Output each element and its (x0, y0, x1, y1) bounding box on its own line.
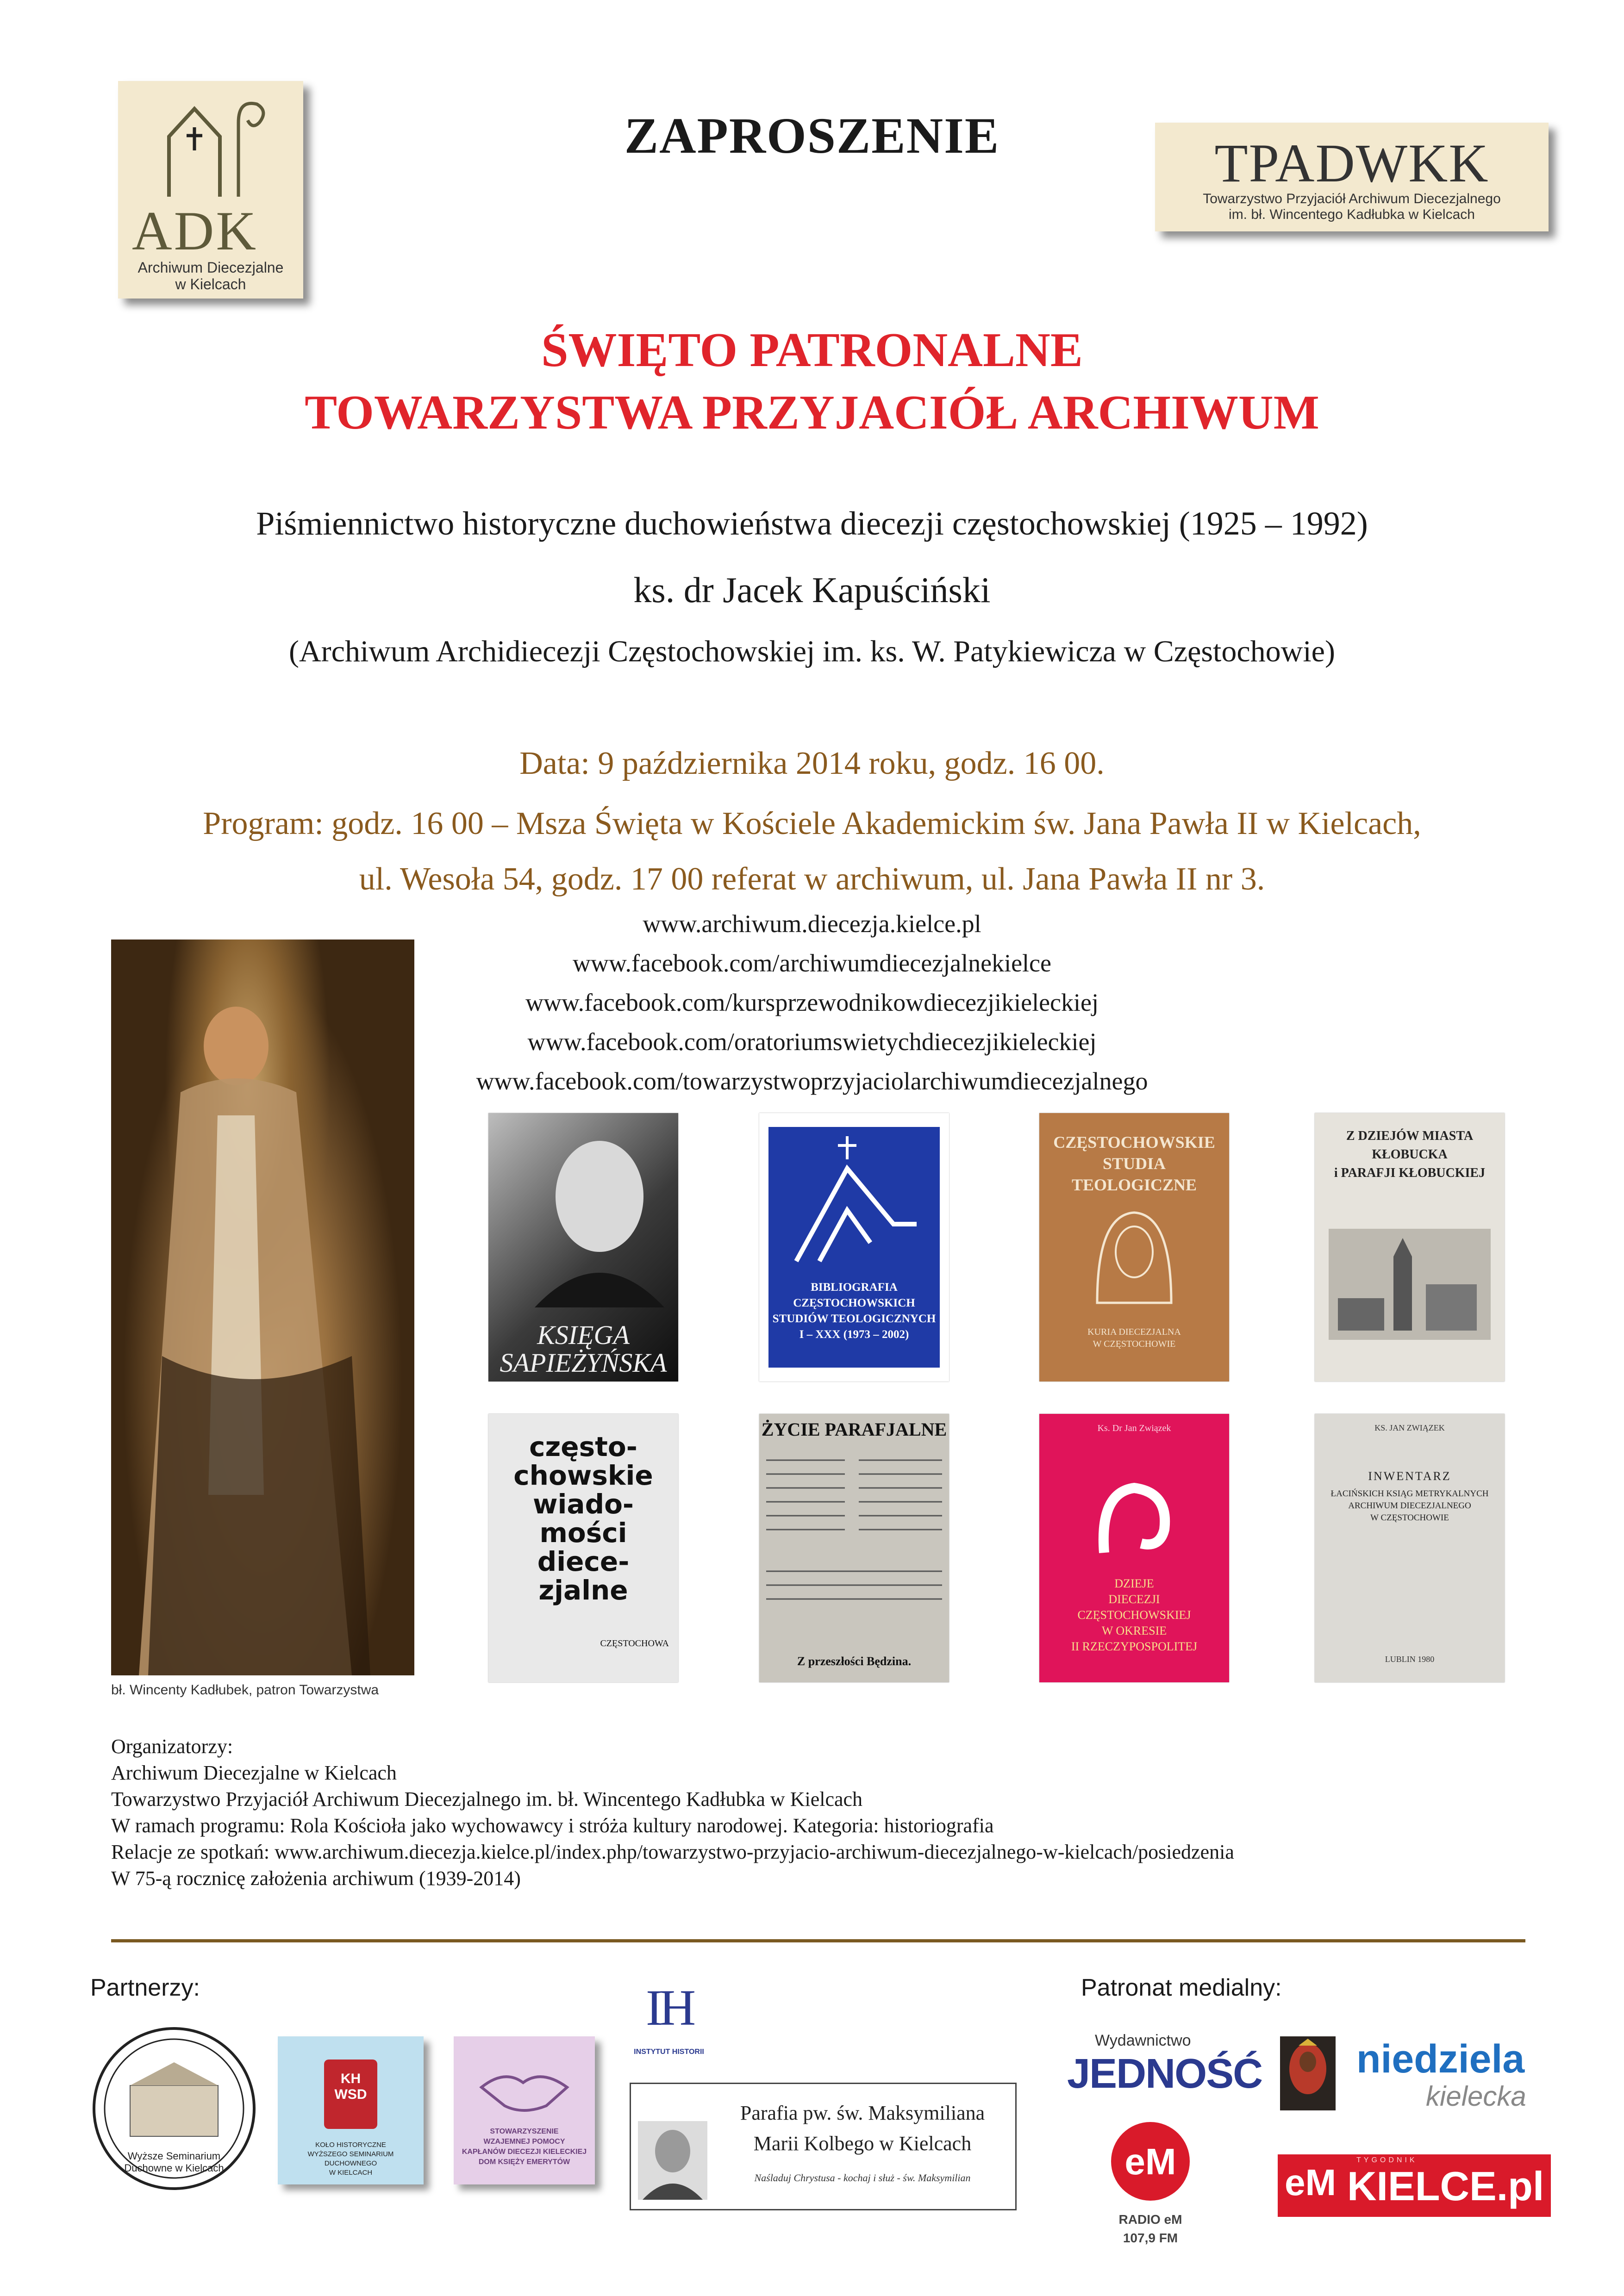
feast-title-line1: ŚWIĘTO PATRONALNE (541, 323, 1083, 377)
event-program-line1: Program: godz. 16 00 – Msza Święta w Kościele Akademickim św. Jana Pawła II w Kielcach, (203, 806, 1421, 841)
saint-maximilian-portrait-icon (638, 2121, 707, 2200)
handshake-icon (477, 2050, 572, 2120)
book-cover-zycie-parafjalne: ŻYCIE PARAFJALNE Z przeszłości Będzina. (759, 1414, 949, 1682)
lecturer-name: ks. dr Jacek Kapuściński (633, 570, 991, 610)
tpadwkk-letters: TPADWKK (1214, 133, 1489, 193)
instytut-historii-logo: IH INSTYTUT HISTORII (634, 1979, 704, 2056)
adk-subtitle: Archiwum Diecezjalne w Kielcach (137, 259, 284, 292)
invitation-title: ZAPROSZENIE (624, 107, 1000, 164)
link-archive-website[interactable]: www.archiwum.diecezja.kielce.pl (643, 910, 981, 938)
book-cover-dzieje-diecezji: Ks. Dr Jan Związek DZIEJE DIECEZJI CZĘSTOCHOWSKIEJ W OKRESIE II RZECZYPOSPOLITEJ (1039, 1414, 1229, 1682)
link-facebook-society[interactable]: www.facebook.com/towarzystwoprzyjaciolarchiwumdiecezjalnego (476, 1067, 1148, 1095)
madonna-icon (1088, 1206, 1181, 1307)
lecturer-affiliation: (Archiwum Archidiecezji Częstochowskiej im. ks. W. Patykiewicza w Częstochowie) (289, 635, 1335, 668)
patron-caption: bł. Wincenty Kadłubek, patron Towarzystwa (111, 1682, 379, 1698)
organizer-society: Towarzystwo Przyjaciół Archiwum Diecezjalnego im. bł. Wincentego Kadłubka w Kielcach (111, 1788, 863, 1811)
adk-letters: ADK (132, 200, 258, 261)
section-divider (111, 1939, 1525, 1942)
tpadwkk-society-logo (1155, 123, 1549, 231)
book-cover-bibliografia: BIBLIOGRAFIA CZĘSTOCHOWSKICH STUDIÓW TEOLOGICZNYCH I – XXX (1973 – 2002) (759, 1113, 949, 1381)
program-note: W ramach programu: Rola Kościoła jako wychowawcy i stróża kultury narodowej. Kategoria: historiografia (111, 1814, 994, 1837)
lecture-title: Piśmiennictwo historyczne duchowieństwa diecezji częstochowskiej (1925 – 1992) (256, 505, 1368, 542)
partners-heading: Partnerzy: (90, 1974, 200, 2001)
newspaper-columns-icon (766, 1451, 942, 1636)
organizer-archive: Archiwum Diecezjalne w Kielcach (111, 1761, 397, 1784)
link-facebook-archive[interactable]: www.facebook.com/archiwumdiecezjalnekielce (573, 949, 1051, 977)
kolo-historyczne-logo: KH WSD KOŁO HISTORYCZNE WYŻSZEGO SEMINARIUM DUCHOWNEGO W KIELCACH (278, 2036, 424, 2184)
event-date: Data: 9 października 2014 roku, godz. 16 00. (519, 746, 1105, 781)
parafia-kolbe-logo: Parafia pw. św. Maksymiliana Marii Kolbego w Kielcach Naśladuj Chrystusa - kochaj i służ - św. Maksymilian (630, 2083, 1017, 2210)
organizers-block (111, 1733, 1234, 1892)
stowarzyszenie-logo: STOWARZYSZENIE WZAJEMNEJ POMOCY KAPŁANÓW DIECEZJI KIELECKIEJ DOM KSIĘŻY EMERYTÓW (454, 2036, 595, 2184)
link-facebook-oratorium[interactable]: www.facebook.com/oratoriumswietychdiecezjikieleckiej (527, 1028, 1097, 1056)
patron-painting-image (111, 940, 414, 1675)
town-photo-icon (1329, 1229, 1491, 1340)
anniversary-note: W 75-ą rocznicę założenia archiwum (1939-2014) (111, 1867, 521, 1890)
link-facebook-guides-course[interactable]: www.facebook.com/kursprzewodnikowdiecezjikieleckiej (525, 989, 1099, 1016)
book-cover-czestochowskie-studia: CZĘSTOCHOWSKIE STUDIA TEOLOGICZNE KURIA DIECEZJALNA W CZĘSTOCHOWIE (1039, 1113, 1229, 1381)
niedziela-kielecka-logo: niedziela kielecka (1356, 2037, 1526, 2112)
book-cover-ksiega-sapiezynska: KSIĘGA SAPIEŻYŃSKA (488, 1113, 678, 1381)
cardinal-portrait-icon (516, 1132, 664, 1307)
tygodnik-kielce-logo: eM TYGODNIK KIELCE.pl (1278, 2154, 1551, 2217)
media-patronage-heading: Patronat medialny: (1081, 1974, 1282, 2001)
book-cover-inwentarz: KS. JAN ZWIĄZEK INWENTARZ ŁACIŃSKICH KSIĄG METRYKALNYCH ARCHIWUM DIECEZJALNEGO W CZĘSTOCHOWIE LUBLIN 1980 (1315, 1414, 1505, 1682)
church-outline-icon (778, 1132, 931, 1266)
diocese-emblem-icon (1090, 1474, 1178, 1562)
madonna-image (1280, 2036, 1336, 2110)
organizers-heading: Organizatorzy: (111, 1735, 233, 1758)
seminary-seal-logo: Wyższe Seminarium Duchowne w Kielcach (93, 2027, 256, 2190)
tpadwkk-subtitle: Towarzystwo Przyjaciół Archiwum Diecezjalnego im. bł. Wincentego Kadłubka w Kielcach (1203, 191, 1501, 222)
wydawnictwo-jednosc-logo: Wydawnictwo JEDNOŚĆ (1067, 2032, 1262, 2097)
patron-figure-icon (111, 940, 414, 1675)
radio-em-logo: eM RADIO eM 107,9 FM (1081, 2120, 1220, 2277)
icon-madonna-icon (1280, 2036, 1336, 2110)
reports-link[interactable]: Relacje ze spotkań: www.archiwum.diecezja.kielce.pl/index.php/towarzystwo-przyjacio-archiwum-diecezjalnego-w-kielcach/posiedzenia (111, 1841, 1234, 1863)
book-cover-czestochowskie-wiadomosci: często- chowskie wiado- mości diece- zjalne CZĘSTOCHOWA (488, 1414, 678, 1682)
event-program-line2: ul. Wesoła 54, godz. 17 00 referat w archiwum, ul. Jana Pawła II nr 3. (359, 861, 1265, 897)
feast-title-line2: TOWARZYSTWA PRZYJACIÓŁ ARCHIWUM (305, 385, 1319, 439)
book-cover-dzieje-klobucka: Z DZIEJÓW MIASTA KŁOBUCKA i PARAFJI KŁOBUCKIEJ (1315, 1113, 1505, 1381)
